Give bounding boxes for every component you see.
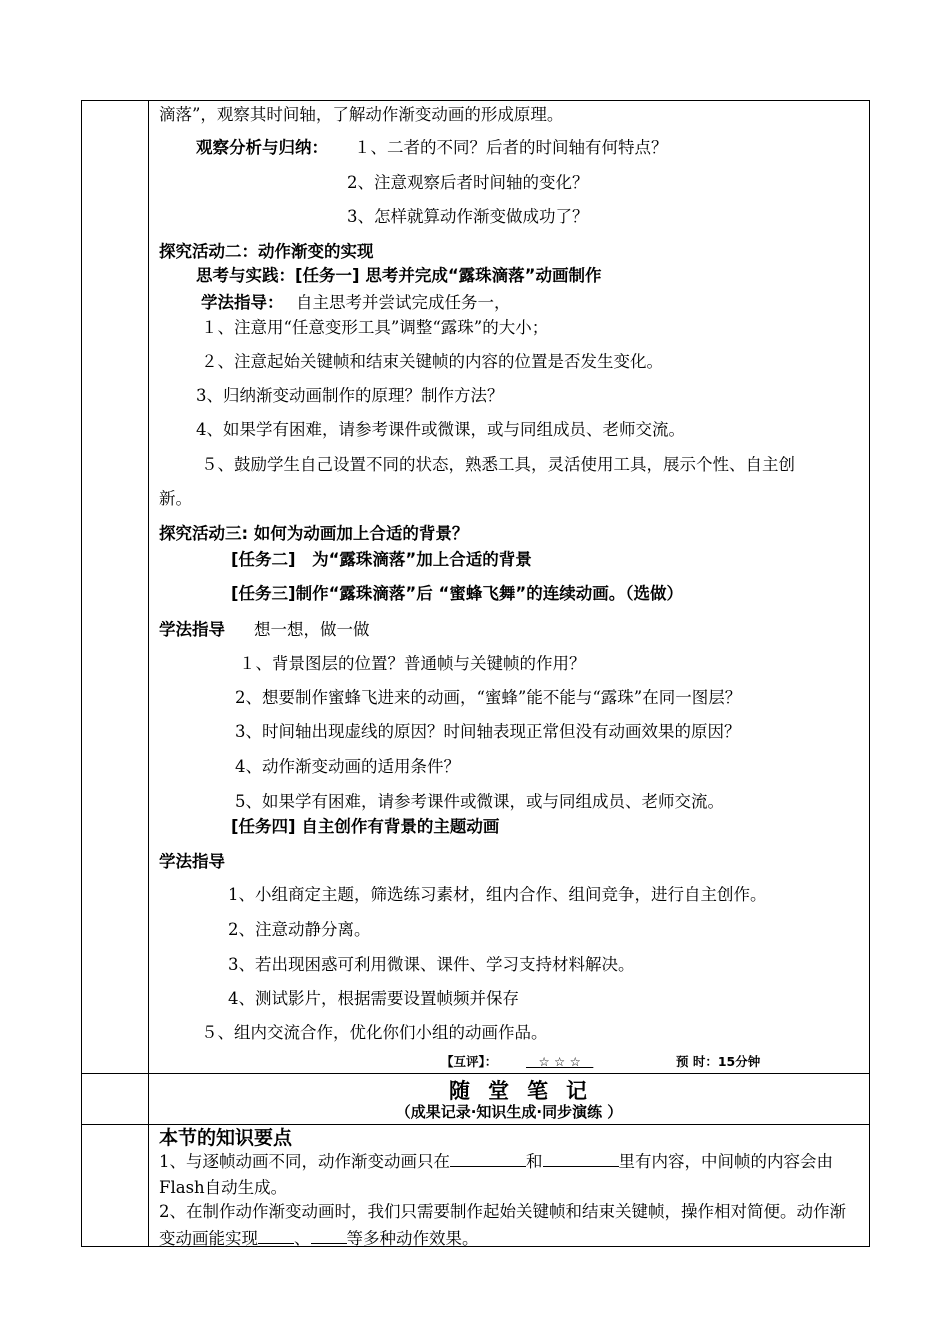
text-line: ５、组内交流合作，优化你们小组的动画作品。	[201, 1023, 548, 1042]
peer-review-label: 【互评】：	[441, 1054, 498, 1069]
activity-two-heading: 探究活动二：动作渐变的实现	[159, 242, 374, 261]
text-line: ５、鼓励学生自己设置不同的状态，熟悉工具，灵活使用工具，展示个性、自主创	[201, 455, 795, 474]
text-line: 4、测试影片，根据需要设置帧频并保存	[228, 989, 519, 1008]
activity-content-cell	[149, 101, 870, 1074]
text-line: 3、若出现困惑可利用微课、课件、学习支持材料解决。	[228, 955, 635, 974]
time-estimate: 预 时：15分钟	[676, 1054, 761, 1069]
activity-three-heading: 探究活动三: 如何为动画加上合适的背景？	[159, 524, 469, 543]
question-text: 和	[526, 1152, 543, 1171]
text-line: ２、注意起始关键帧和结束关键帧的内容的位置是否发生变化。	[201, 352, 663, 371]
method-guide-label: 学法指导	[159, 852, 225, 871]
text-line: 2、注意观察后者时间轴的变化？	[347, 173, 589, 192]
text-line: 3、归纳渐变动画制作的原理？制作方法？	[196, 386, 504, 405]
question-text: 2、在制作动作渐变动画时，我们只需要制作起始关键帧和结束关键帧，操作相对简便。动作渐变动画能实现	[159, 1202, 846, 1248]
task-one-heading: 思考与实践：[任务一] 思考并完成“露珠滴落”动画制作	[196, 266, 602, 285]
task-four-heading: [任务四] 自主创作有背景的主题动画	[231, 817, 500, 836]
answer-blank[interactable]	[258, 1225, 294, 1244]
left-column-cell	[82, 1125, 149, 1247]
text-line: 2、想要制作蜜蜂飞进来的动画，“蜜蜂”能不能与“露珠”在同一图层？	[235, 688, 742, 707]
text-line: １、背景图层的位置？普通帧与关键帧的作用？	[239, 654, 586, 673]
text-line: 新。	[159, 489, 192, 508]
text-line: 1、小组商定主题，筛选练习素材，组内合作、组间竞争，进行自主创作。	[228, 885, 767, 904]
answer-blank[interactable]	[543, 1148, 619, 1167]
question-text: 1、与逐帧动画不同，动作渐变动画只在	[159, 1152, 450, 1171]
text-line: 想一想，做一做	[254, 620, 370, 639]
method-guide-label: 学法指导：	[201, 293, 284, 312]
text-line: 3、时间轴出现虚线的原因？时间轴表现正常但没有动画效果的原因？	[235, 722, 741, 741]
question-text: 、	[294, 1229, 311, 1248]
text-line: １、二者的不同？后者的时间轴有何特点？	[354, 138, 668, 157]
lesson-table	[81, 100, 870, 1247]
notes-content-cell	[149, 1125, 870, 1247]
left-column-cell	[82, 101, 149, 1074]
answer-blank[interactable]	[311, 1225, 347, 1244]
question-text: 里有内容，中间帧的内容会由Flash自动生成。	[159, 1152, 833, 1197]
question-one	[159, 1148, 861, 1201]
answer-blank[interactable]	[450, 1148, 526, 1167]
notes-title: 随堂笔记	[449, 1079, 605, 1103]
text-line: 2、注意动静分离。	[228, 920, 371, 939]
notes-header-cell	[149, 1074, 870, 1125]
text-line: 4、如果学有困难，请参考课件或微课，或与同组成员、老师交流。	[196, 420, 685, 439]
question-text: 等多种动作效果。	[346, 1229, 479, 1248]
knowledge-points-heading: 本节的知识要点	[159, 1127, 293, 1149]
text-line: 5、如果学有困难，请参考课件或微课，或与同组成员、老师交流。	[235, 792, 724, 811]
text-line: 3、怎样就算动作渐变做成功了？	[347, 207, 589, 226]
star-rating: ☆ ☆ ☆	[526, 1054, 594, 1069]
task-three-heading: [任务三]制作“露珠滴落”后 “蜜蜂飞舞”的连续动画。（选做）	[231, 584, 683, 603]
left-column-cell	[82, 1074, 149, 1125]
question-two	[159, 1199, 861, 1252]
text-line: 自主思考并尝试完成任务一，	[296, 293, 511, 312]
text-line: 滴落”，观察其时间轴，了解动作渐变动画的形成原理。	[159, 105, 564, 124]
text-line: 4、动作渐变动画的适用条件？	[235, 757, 460, 776]
method-guide-label: 学法指导	[159, 620, 225, 639]
notes-subtitle: （成果记录·知识生成·同步演练 ）	[395, 1103, 623, 1121]
observe-heading: 观察分析与归纳：	[196, 138, 328, 157]
task-two-heading: [任务二] 为“露珠滴落”加上合适的背景	[231, 550, 532, 569]
text-line: １、注意用“任意变形工具”调整“露珠”的大小；	[201, 318, 549, 337]
